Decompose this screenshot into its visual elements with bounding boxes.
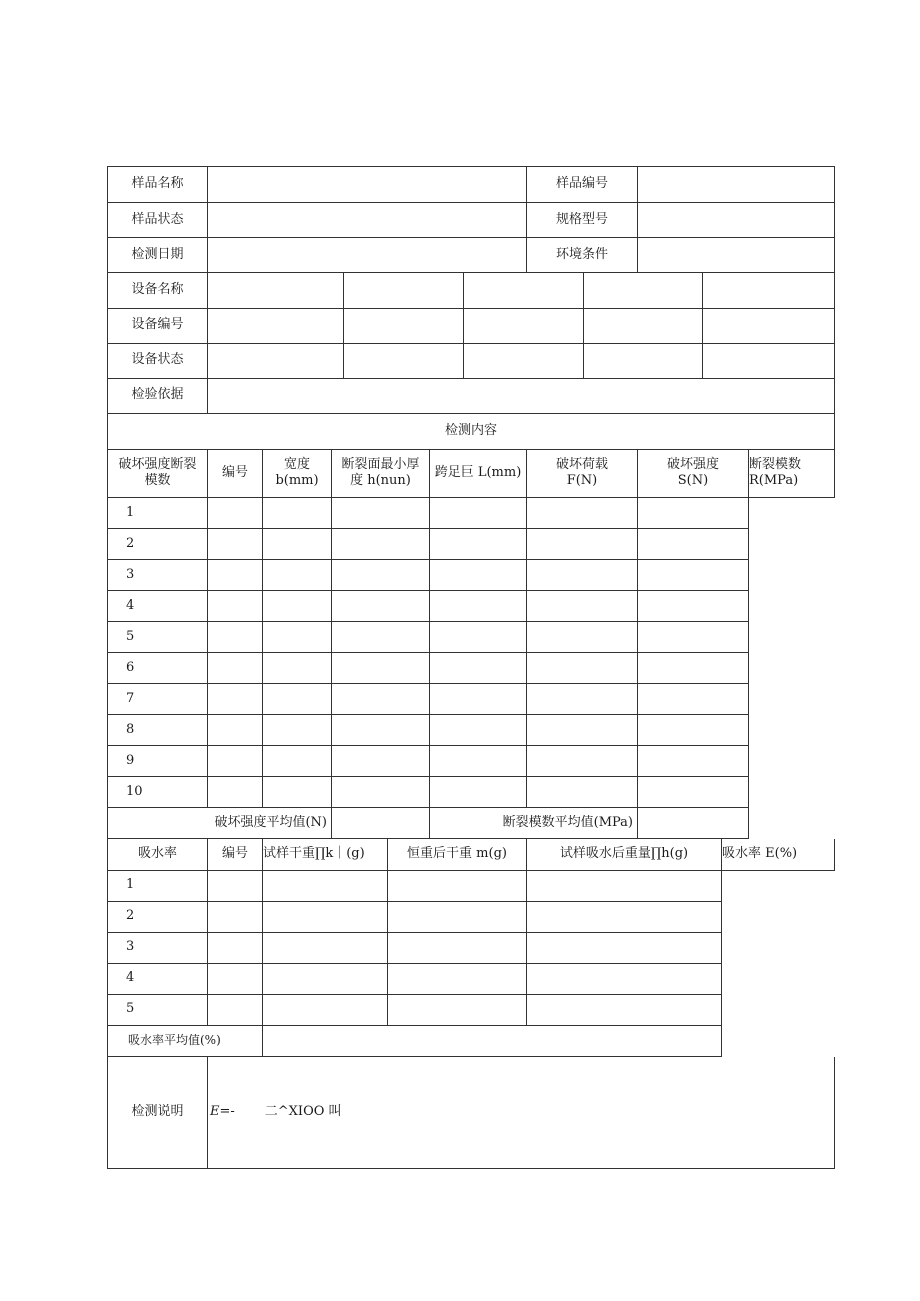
absorption-cell[interactable] — [527, 870, 722, 901]
strength-cell[interactable] — [263, 498, 332, 529]
env-cond-field[interactable] — [638, 238, 835, 273]
strength-avg-row — [108, 808, 835, 839]
strength-cell[interactable] — [430, 746, 527, 777]
width-header-line1: 宽度 — [283, 457, 310, 472]
strength-row-no: 7 — [108, 684, 208, 715]
formula-e: E=- — [210, 1104, 235, 1120]
absorption-cell[interactable] — [527, 963, 722, 994]
strength-row-no: 4 — [108, 591, 208, 622]
absorption-cell[interactable] — [388, 870, 527, 901]
absorption-col-rate: 吸水率 E(%) — [722, 839, 835, 870]
strength-row — [108, 684, 835, 715]
absorption-cell[interactable] — [208, 901, 263, 932]
absorption-col-wet: 试样吸水后重量∏h(g) — [527, 839, 722, 870]
strength-cell[interactable] — [208, 746, 263, 777]
absorption-row-no: 3 — [108, 932, 208, 963]
strength-section-text: 破坏强度断裂模数 — [118, 457, 197, 489]
equip-name-field-5[interactable] — [703, 273, 835, 308]
content-title: 检测内容 — [108, 413, 835, 449]
absorption-cell[interactable] — [263, 932, 388, 963]
absorption-avg-text: 吸水率平均值(%) — [128, 1033, 221, 1047]
notes-formula — [208, 1057, 835, 1169]
strength-cell[interactable] — [263, 591, 332, 622]
strength-cell[interactable] — [527, 498, 638, 529]
strength-cell[interactable] — [332, 746, 430, 777]
strength-row-no: 6 — [108, 653, 208, 684]
absorption-col-no: 编号 — [208, 839, 263, 870]
equip-no-label: 设备编号 — [108, 308, 208, 343]
absorption-row-no: 4 — [108, 963, 208, 994]
avg-strength-field[interactable] — [332, 808, 430, 839]
strength-cell[interactable] — [430, 529, 527, 560]
avg-modulus-label: 断裂模数平均值(MPa) — [430, 808, 638, 839]
equip-name-field-2[interactable] — [344, 273, 464, 308]
sample-state-label: 样品状态 — [108, 203, 208, 238]
strength-row-no: 2 — [108, 529, 208, 560]
absorption-cell[interactable] — [208, 963, 263, 994]
strength-cell[interactable] — [527, 777, 638, 808]
strength-col-modulus — [749, 450, 835, 498]
absorption-avg-field[interactable] — [263, 1025, 722, 1056]
strength-header-row — [108, 450, 835, 498]
strength-row — [108, 498, 835, 529]
test-date-row — [108, 238, 835, 273]
sample-name-row — [108, 167, 835, 203]
strength-cell[interactable] — [527, 653, 638, 684]
equip-no-field-4[interactable] — [584, 308, 703, 343]
strength-cell[interactable] — [638, 529, 749, 560]
strength-cell[interactable] — [263, 777, 332, 808]
sample-state-field[interactable] — [208, 203, 527, 238]
strength-cell[interactable] — [638, 560, 749, 591]
absorption-avg-label — [108, 1025, 263, 1056]
notes-label: 检测说明 — [108, 1057, 208, 1169]
thickness-header-line2: 度 h(nun) — [350, 473, 411, 489]
absorption-row — [108, 870, 835, 901]
strength-row — [108, 746, 835, 777]
absorption-cell[interactable] — [263, 870, 388, 901]
sample-name-field[interactable] — [208, 167, 527, 203]
modulus-header-line2: R(MPa) — [749, 473, 799, 489]
avg-strength-label: 破坏强度平均值(N) — [108, 808, 332, 839]
strength-header-line2: S(N) — [677, 473, 709, 489]
equip-state-field-1[interactable] — [208, 343, 344, 378]
equip-name-field-1[interactable] — [208, 273, 344, 308]
strength-cell[interactable] — [208, 715, 263, 746]
strength-row — [108, 622, 835, 653]
strength-cell[interactable] — [430, 498, 527, 529]
equip-state-field-2[interactable] — [344, 343, 464, 378]
strength-cell[interactable] — [332, 529, 430, 560]
absorption-cell[interactable] — [388, 932, 527, 963]
strength-header-line1: 破坏强度 — [666, 457, 719, 472]
absorption-cell[interactable] — [527, 932, 722, 963]
strength-cell[interactable] — [332, 715, 430, 746]
strength-cell[interactable] — [430, 560, 527, 591]
strength-row-no: 1 — [108, 498, 208, 529]
strength-cell[interactable] — [208, 622, 263, 653]
strength-row — [108, 560, 835, 591]
strength-cell[interactable] — [527, 560, 638, 591]
test-record-form — [107, 166, 834, 1169]
strength-col-load — [527, 450, 638, 498]
absorption-section-label: 吸水率 — [108, 839, 208, 870]
strength-col-width — [263, 450, 332, 498]
test-date-label: 检测日期 — [108, 238, 208, 273]
equip-no-field-1[interactable] — [208, 308, 344, 343]
modulus-header-line1: 断裂模数 — [749, 457, 802, 472]
test-date-field[interactable] — [208, 238, 527, 273]
strength-row-no: 9 — [108, 746, 208, 777]
basis-label: 检验依据 — [108, 378, 208, 413]
equip-state-row — [108, 343, 835, 378]
strength-table — [107, 450, 835, 840]
strength-cell[interactable] — [208, 591, 263, 622]
sample-no-label: 样品编号 — [527, 167, 638, 203]
absorption-cell[interactable] — [388, 994, 527, 1025]
equip-no-row — [108, 308, 835, 343]
strength-col-span: 跨足巨 L(mm) — [430, 450, 527, 498]
equip-no-field-5[interactable] — [703, 308, 835, 343]
strength-cell[interactable] — [208, 653, 263, 684]
strength-row-no: 5 — [108, 622, 208, 653]
spec-model-label: 规格型号 — [527, 203, 638, 238]
strength-row — [108, 777, 835, 808]
absorption-col-const: 恒重后干重 m(g) — [388, 839, 527, 870]
sample-name-label: 样品名称 — [108, 167, 208, 203]
basis-field[interactable] — [208, 378, 835, 413]
strength-col-no: 编号 — [208, 450, 263, 498]
strength-cell[interactable] — [208, 498, 263, 529]
thickness-header-line1: 断裂面最小厚 — [341, 457, 420, 472]
strength-cell[interactable] — [430, 684, 527, 715]
equip-state-label: 设备状态 — [108, 343, 208, 378]
strength-cell[interactable] — [208, 777, 263, 808]
strength-cell[interactable] — [638, 622, 749, 653]
strength-cell[interactable] — [263, 529, 332, 560]
strength-cell[interactable] — [430, 653, 527, 684]
width-header-line2: b(mm) — [275, 473, 319, 489]
absorption-row-no: 2 — [108, 901, 208, 932]
strength-cell[interactable] — [430, 591, 527, 622]
strength-cell[interactable] — [527, 529, 638, 560]
notes-row — [108, 1057, 835, 1169]
absorption-cell[interactable] — [527, 901, 722, 932]
absorption-avg-row — [108, 1025, 835, 1056]
absorption-cell[interactable] — [527, 994, 722, 1025]
strength-cell[interactable] — [430, 622, 527, 653]
absorption-cell[interactable] — [388, 963, 527, 994]
absorption-cell[interactable] — [263, 901, 388, 932]
strength-cell[interactable] — [430, 715, 527, 746]
equip-no-field-2[interactable] — [344, 308, 464, 343]
strength-row-no: 3 — [108, 560, 208, 591]
equipment-table — [107, 273, 835, 450]
strength-cell[interactable] — [208, 529, 263, 560]
strength-cell[interactable] — [638, 746, 749, 777]
strength-cell[interactable] — [332, 560, 430, 591]
equip-name-row — [108, 273, 835, 308]
strength-cell[interactable] — [263, 560, 332, 591]
equip-name-label: 设备名称 — [108, 273, 208, 308]
strength-cell[interactable] — [332, 777, 430, 808]
strength-cell[interactable] — [332, 498, 430, 529]
absorption-header-row — [108, 839, 835, 870]
strength-cell[interactable] — [263, 746, 332, 777]
absorption-col-dry: 试样干重∏k｜(g) — [263, 839, 388, 870]
strength-cell[interactable] — [332, 622, 430, 653]
strength-cell[interactable] — [263, 622, 332, 653]
strength-section-label — [108, 450, 208, 498]
equip-no-field-3[interactable] — [464, 308, 584, 343]
strength-cell[interactable] — [638, 684, 749, 715]
content-title-row — [108, 413, 835, 449]
strength-cell[interactable] — [263, 684, 332, 715]
strength-cell[interactable] — [638, 498, 749, 529]
absorption-row — [108, 901, 835, 932]
env-cond-label: 环境条件 — [527, 238, 638, 273]
strength-row-no: 8 — [108, 715, 208, 746]
absorption-row-no: 1 — [108, 870, 208, 901]
strength-cell[interactable] — [208, 560, 263, 591]
absorption-row-no: 5 — [108, 994, 208, 1025]
strength-cell[interactable] — [332, 591, 430, 622]
strength-row — [108, 715, 835, 746]
absorption-cell[interactable] — [388, 901, 527, 932]
sample-no-field[interactable] — [638, 167, 835, 203]
absorption-row — [108, 932, 835, 963]
equip-name-field-4[interactable] — [584, 273, 703, 308]
sample-state-row — [108, 203, 835, 238]
strength-cell[interactable] — [332, 684, 430, 715]
absorption-cell[interactable] — [208, 870, 263, 901]
strength-row-no: 10 — [108, 777, 208, 808]
strength-cell[interactable] — [638, 653, 749, 684]
absorption-cell[interactable] — [263, 994, 388, 1025]
form-table — [107, 166, 835, 273]
load-header-line1: 破坏荷载 — [555, 457, 608, 472]
strength-cell[interactable] — [527, 715, 638, 746]
load-header-line2: F(N) — [566, 473, 598, 489]
absorption-cell[interactable] — [208, 994, 263, 1025]
strength-cell[interactable] — [263, 653, 332, 684]
basis-row — [108, 378, 835, 413]
absorption-row — [108, 963, 835, 994]
strength-row — [108, 653, 835, 684]
strength-cell[interactable] — [527, 684, 638, 715]
strength-cell[interactable] — [208, 684, 263, 715]
strength-row — [108, 529, 835, 560]
strength-cell[interactable] — [527, 746, 638, 777]
strength-row — [108, 591, 835, 622]
strength-cell[interactable] — [263, 715, 332, 746]
strength-col-strength — [638, 450, 749, 498]
equip-state-field-4[interactable] — [584, 343, 703, 378]
strength-cell[interactable] — [527, 622, 638, 653]
spec-model-field[interactable] — [638, 203, 835, 238]
strength-cell[interactable] — [638, 777, 749, 808]
absorption-table — [107, 839, 835, 1057]
equip-name-field-3[interactable] — [464, 273, 584, 308]
strength-cell[interactable] — [430, 777, 527, 808]
formula-rest: 二^XIOO 叫 — [264, 1104, 342, 1120]
equip-state-field-5[interactable] — [703, 343, 835, 378]
strength-cell[interactable] — [332, 653, 430, 684]
avg-modulus-field[interactable] — [638, 808, 749, 839]
strength-col-thickness — [332, 450, 430, 498]
strength-cell[interactable] — [638, 591, 749, 622]
strength-cell[interactable] — [527, 591, 638, 622]
absorption-row — [108, 994, 835, 1025]
equip-state-field-3[interactable] — [464, 343, 584, 378]
strength-cell[interactable] — [638, 715, 749, 746]
absorption-cell[interactable] — [263, 963, 388, 994]
absorption-cell[interactable] — [208, 932, 263, 963]
notes-table — [107, 1057, 835, 1170]
